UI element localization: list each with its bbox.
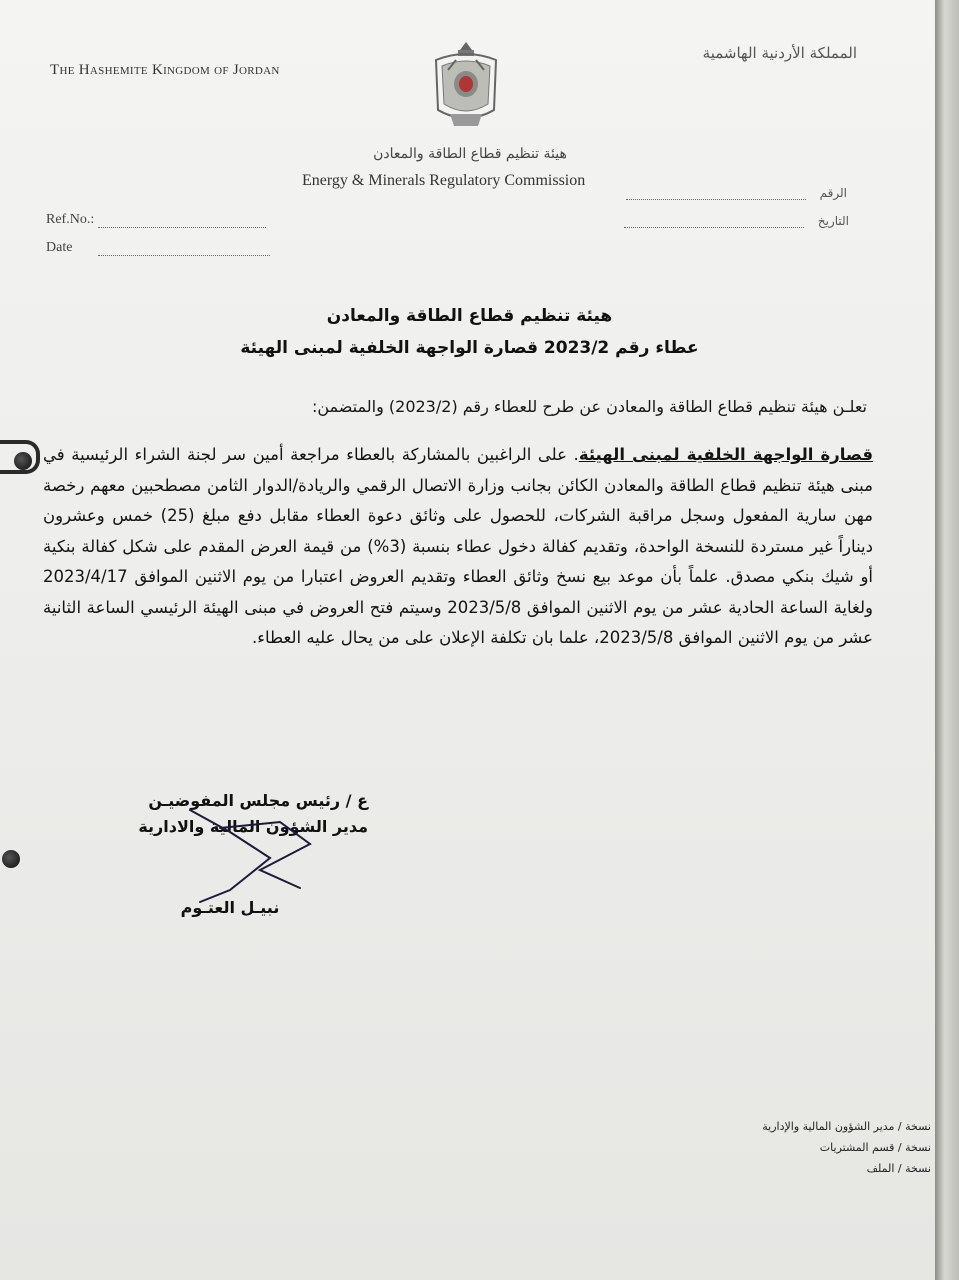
- ref-number-row: [46, 212, 266, 228]
- tender-subject: قصارة الواجهة الخلفية لمبنى الهيئة: [578, 445, 873, 464]
- date-row-ar: [624, 214, 849, 228]
- intro-paragraph: تعلـن هيئة تنظيم قطاع الطاقة والمعادن عن طرح للعطاء رقم (2023/2) والمتضمن:: [311, 397, 867, 416]
- ref-number-row-ar: [626, 186, 847, 200]
- date-row: [46, 240, 270, 256]
- punch-hole: [14, 452, 32, 470]
- jordan-coat-of-arms-icon: [428, 40, 504, 132]
- page-edge-shadow: [935, 0, 959, 1280]
- ref-number-label-ar: الرقم: [819, 186, 847, 200]
- ref-number-field: [98, 227, 266, 228]
- copy-recipient: نسخة / الملف: [866, 1162, 931, 1175]
- ref-number-label: Ref.No.:: [46, 212, 95, 227]
- commission-name-en: Energy & Minerals Regulatory Commission: [302, 172, 586, 189]
- punch-hole: [2, 850, 20, 868]
- date-label-ar: التاريخ: [817, 214, 849, 228]
- kingdom-name-ar: المملكة الأردنية الهاشمية: [702, 44, 857, 62]
- handwritten-signature-icon: [160, 792, 360, 912]
- body-text: . على الراغبين بالمشاركة بالعطاء مراجعة أمين سر لجنة الشراء الرئيسية في مبنى هيئة تنظيم قطاع الطاقة والمعادن الكائن بجانب وزارة الاتصال الرقمي والريادة/الدوار الثامن مصطحبين معهم رخصة مهن سارية المفعول وسجل مراقبة الشركات، للحصول على وثائق دعوة العطاء مقابل دفع مبلغ (25) خمس وعشرون ديناراً غير مستردة للنسخة الواحدة، وتقديم كفالة دخول عطاء بنسبة (3%) من قيمة العرض المقدم على شكل كفالة بنكية أو شيك بنكي مصدق. علماً بأن موعد بيع نسخ وثائق العطاء وتقديم العروض اعتبارا من يوم الاثنين الموافق 2023/4/17 ولغاية الساعة الحادية عشر من يوم الاثنين الموافق 2023/5/8 وسيتم فتح العروض في مبنى الهيئة الرئيسي الساعة الثانية عشر من يوم الاثنين الموافق 2023/5/8، علما بان تكلفة الإعلان على من يحال عليه العطاء.: [43, 445, 873, 647]
- signatory-name: نبيـل العتـوم: [180, 898, 280, 917]
- signature-department: مدير الشؤون المالية والادارية: [138, 817, 368, 836]
- signature-title: ع / رئيس مجلس المفوضيـن: [148, 791, 368, 810]
- copies-list: [671, 1116, 931, 1179]
- date-field-ar: [624, 227, 804, 228]
- copy-recipient: نسخة / قسم المشتريات: [819, 1141, 931, 1154]
- body-paragraph: [43, 440, 873, 654]
- document-title: هيئة تنظيم قطاع الطاقة والمعادن: [326, 306, 613, 326]
- commission-name-ar: هيئة تنظيم قطاع الطاقة والمعادن: [373, 146, 567, 162]
- date-label: Date: [46, 240, 73, 255]
- tender-title: عطاء رقم 2023/2 قصارة الواجهة الخلفية لمبنى الهيئة: [240, 338, 699, 358]
- copy-recipient: نسخة / مدير الشؤون المالية والإدارية: [762, 1120, 931, 1133]
- ref-number-field-ar: [626, 199, 806, 200]
- date-field: [98, 255, 270, 256]
- kingdom-name-en: The Hashemite Kingdom of Jordan: [50, 62, 280, 78]
